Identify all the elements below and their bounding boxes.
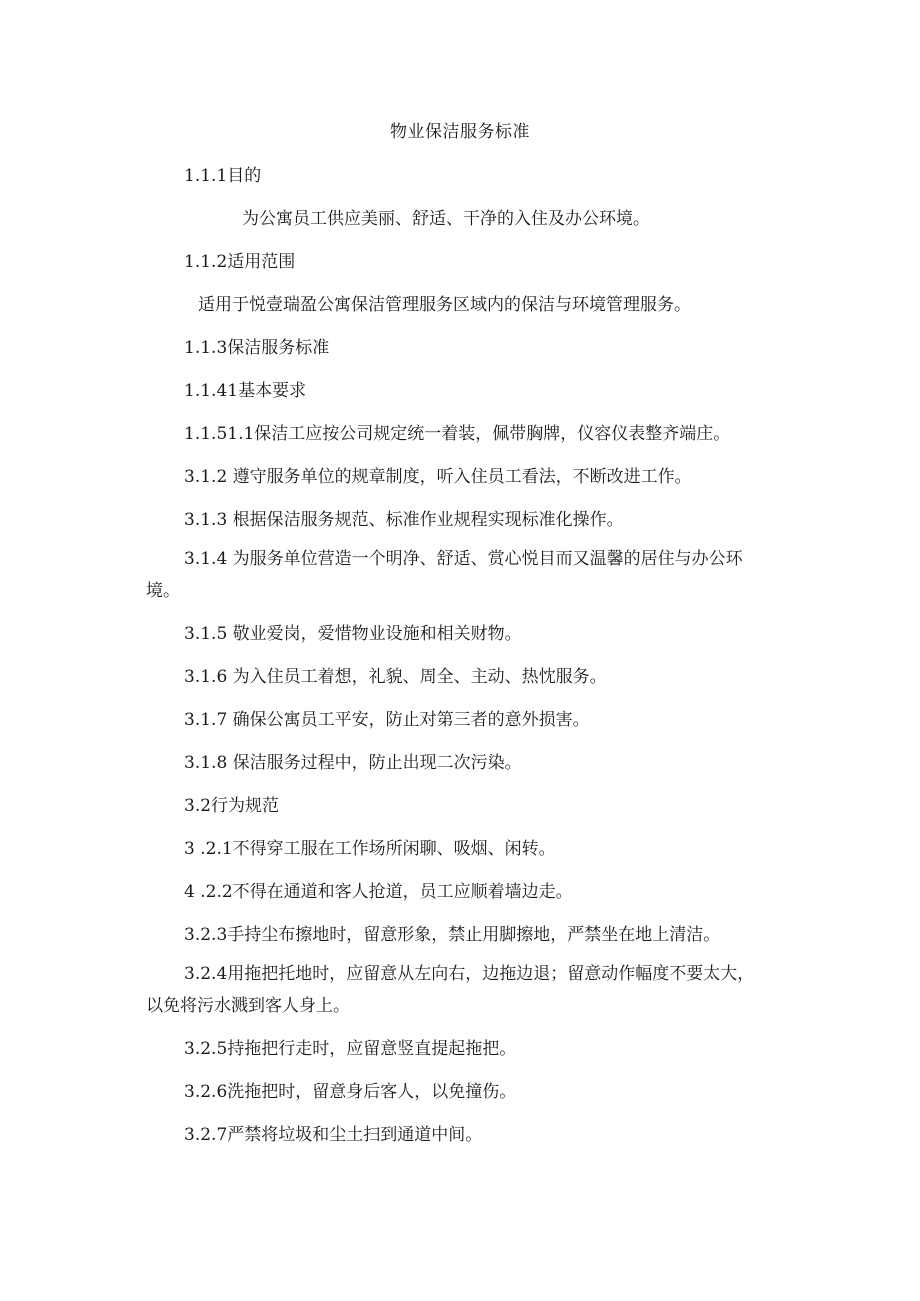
heading-basic-requirements: 1.1.41基本要求 — [184, 381, 307, 401]
list-item: 3.2.5持拖把行走时，应留意竖直提起拖把。 — [184, 1039, 517, 1059]
list-item: 3.2.4用拖把托地时，应留意从左向右，边拖边退；留意动作幅度不要太大，以免将污水溅到客人身上。 — [146, 964, 755, 1016]
list-item: 3.1.2 遵守服务单位的规章制度，听入住员工看法，不断改进工作。 — [184, 467, 692, 487]
list-item: 3.1.6 为入住员工着想，礼貌、周全、主动、热忱服务。 — [184, 667, 607, 687]
list-item: 3.1.5 敬业爱岗，爱惜物业设施和相关财物。 — [184, 624, 522, 644]
list-item: 1.1.51.1保洁工应按公司规定统一着装，佩带胸牌，仪容仪表整齐端庄。 — [184, 424, 731, 444]
heading-behavior: 3.2行为规范 — [184, 796, 280, 816]
list-item: 3 .2.1不得穿工服在工作场所闲聊、吸烟、闲转。 — [184, 839, 556, 859]
paragraph-purpose: 为公寓员工供应美丽、舒适、干净的入住及办公环境。 — [242, 209, 650, 229]
list-item: 3.1.8 保洁服务过程中，防止出现二次污染。 — [184, 753, 522, 773]
list-item: 3.2.6洗拖把时，留意身后客人，以免撞伤。 — [184, 1082, 517, 1102]
heading-scope: 1.1.2适用范围 — [184, 252, 296, 272]
paragraph-scope: 适用于悦壹瑞盈公寓保洁管理服务区域内的保洁与环境管理服务。 — [198, 295, 691, 315]
document-title: 物业保洁服务标准 — [390, 122, 530, 142]
list-item: 3.1.3 根据保洁服务规范、标准作业规程实现标准化操作。 — [184, 510, 624, 530]
list-item: 4 .2.2不得在通道和客人抢道，员工应顺着墙边走。 — [184, 882, 573, 902]
list-item: 3.1.7 确保公寓员工平安，防止对第三者的意外损害。 — [184, 710, 590, 730]
list-item: 3.2.3手持尘布擦地时，留意形象，禁止用脚擦地，严禁坐在地上清洁。 — [184, 925, 721, 945]
heading-standard: 1.1.3保洁服务标准 — [184, 338, 330, 358]
heading-purpose: 1.1.1目的 — [184, 166, 262, 186]
list-item: 3.1.4 为服务单位营造一个明净、舒适、赏心悦目而又温馨的居住与办公环境。 — [146, 549, 743, 601]
list-item: 3.2.7严禁将垃圾和尘土扫到通道中间。 — [184, 1125, 483, 1145]
